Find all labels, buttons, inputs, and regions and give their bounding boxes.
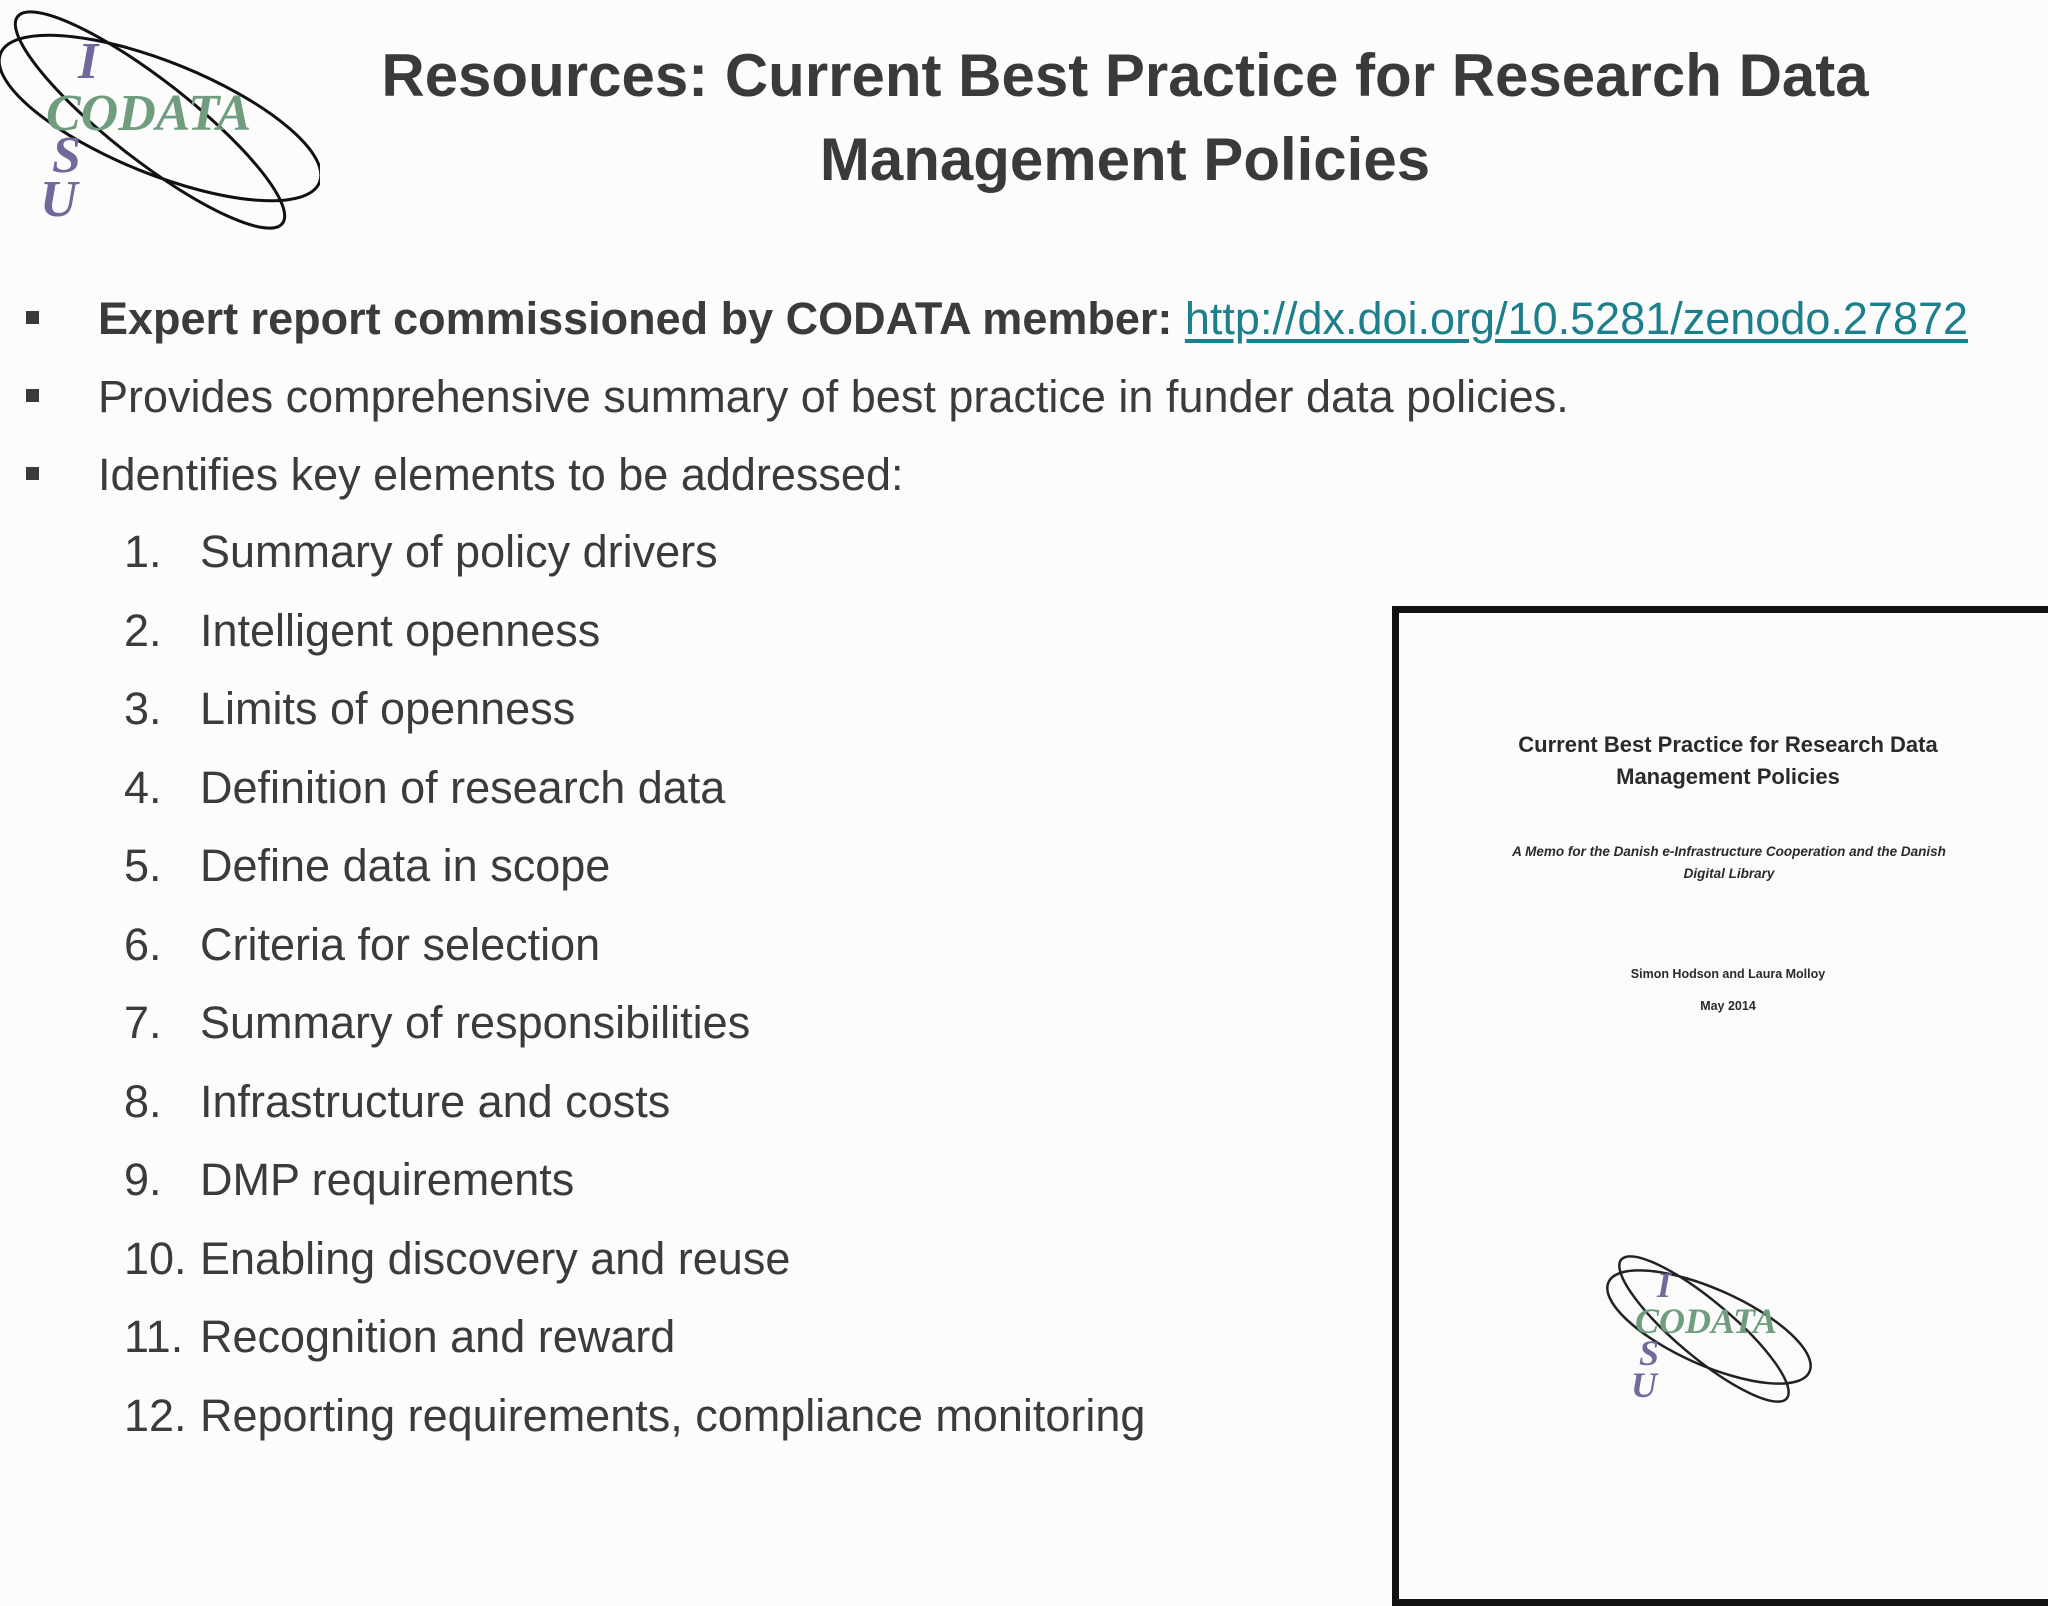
list-item-label: DMP requirements [200, 1154, 575, 1205]
bullet-lead-text: Expert report commissioned by CODATA member: [98, 293, 1185, 344]
list-item-label: Limits of openness [200, 683, 576, 734]
list-item-label: Definition of research data [200, 761, 726, 813]
report-cover-thumbnail [1392, 606, 2048, 1606]
list-item-label: Reporting requirements, compliance monitoring [200, 1389, 1146, 1441]
bullet-item [0, 280, 2048, 358]
list-item-number: 5. [124, 840, 162, 891]
slide-title [330, 34, 1920, 202]
doi-link[interactable]: http://dx.doi.org/10.5281/zenodo.27872 [1184, 293, 1969, 344]
slide-title-line2: Management Policies [819, 126, 1431, 193]
report-subtitle-line1: A Memo for the Danish e-Infrastructure Cooperation and the Danish [1512, 844, 1946, 859]
list-item-number: 7. [124, 997, 162, 1048]
list-item-number: 8. [124, 1075, 162, 1127]
list-item-number: 2. [124, 604, 162, 656]
bullet-list [0, 280, 2048, 514]
report-title [1399, 729, 2048, 793]
codata-icsu-logo-icon [0, 0, 320, 250]
list-item-label: Criteria for selection [200, 918, 601, 970]
list-item-label: Define data in scope [200, 840, 611, 891]
list-item-number: 10. [124, 1232, 187, 1284]
logo-letter-i: I [78, 33, 99, 90]
bullet-square-icon [26, 311, 39, 324]
bullet-text: Provides comprehensive summary of best practice in funder data policies. [98, 371, 1569, 422]
list-item-number: 3. [124, 683, 162, 734]
logo-letter-s: S [52, 127, 81, 184]
doc-logo-word-codata: CODATA [1635, 1301, 1778, 1341]
report-subtitle-line2: Digital Library [1683, 866, 1775, 881]
bullet-text: Identifies key elements to be addressed: [98, 449, 904, 500]
report-codata-logo-icon [1589, 1229, 1839, 1429]
report-date: May 2014 [1700, 999, 1756, 1013]
doc-logo-letter-u: U [1631, 1365, 1657, 1405]
list-item-label: Summary of responsibilities [200, 997, 751, 1048]
report-title-line1: Current Best Practice for Research Data [1518, 732, 1938, 757]
report-authors: Simon Hodson and Laura Molloy [1630, 967, 1826, 981]
list-item-label: Summary of policy drivers [200, 526, 718, 577]
list-item-number: 4. [124, 761, 162, 813]
slide-title-line1: Resources: Current Best Practice for Research Data [381, 42, 1869, 109]
list-item-number: 11. [124, 1311, 184, 1362]
bullet-square-icon [26, 467, 39, 480]
list-item-number: 12. [124, 1389, 187, 1441]
logo-letter-u: U [40, 171, 78, 228]
report-title-line2: Management Policies [1616, 764, 1840, 789]
list-item-label: Enabling discovery and reuse [200, 1232, 791, 1284]
list-item-label: Recognition and reward [200, 1311, 676, 1362]
list-item-number: 9. [124, 1154, 162, 1205]
bullet-item [0, 436, 2048, 514]
doc-logo-letter-s: S [1639, 1333, 1660, 1373]
bullet-square-icon [26, 389, 39, 402]
logo-word-codata: CODATA [46, 85, 252, 142]
report-subtitle [1459, 841, 1999, 885]
list-item-number: 1. [124, 526, 162, 577]
doc-logo-letter-i: I [1657, 1265, 1672, 1305]
bullet-item [0, 358, 2048, 436]
list-item-label: Intelligent openness [200, 604, 601, 656]
list-item-label: Infrastructure and costs [200, 1075, 671, 1127]
list-item-number: 6. [124, 918, 162, 970]
